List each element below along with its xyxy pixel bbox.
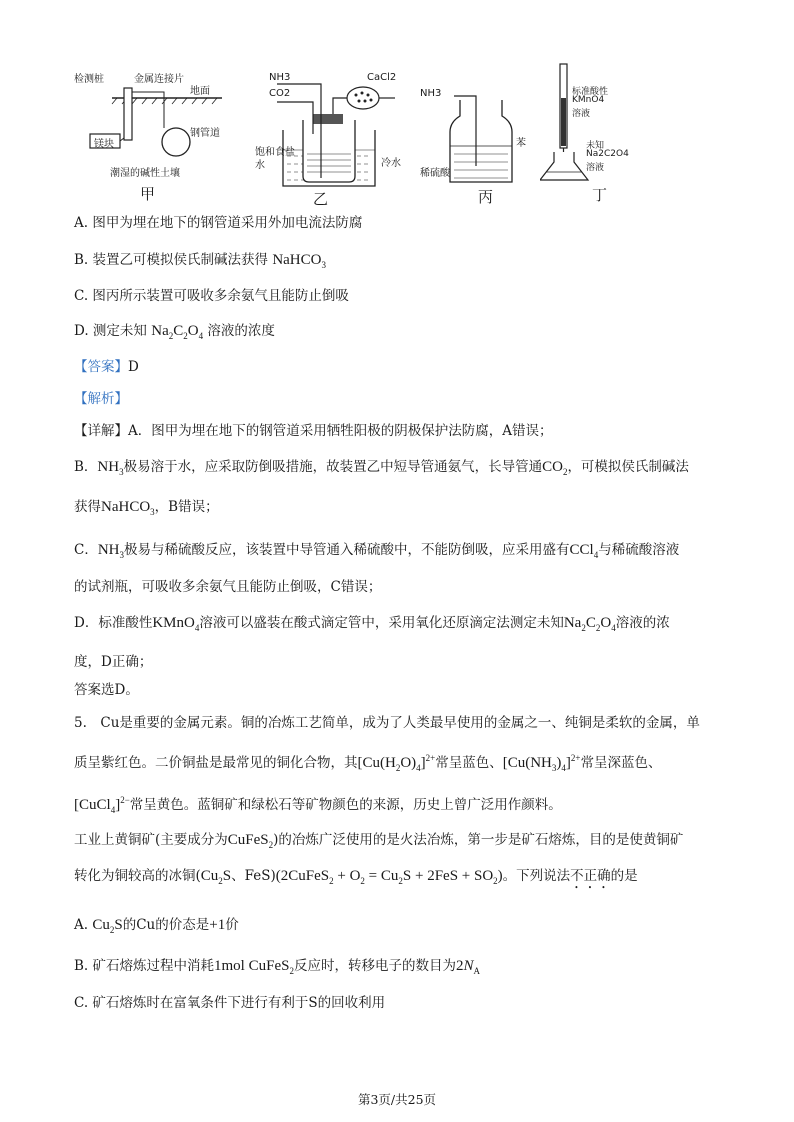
label-kmno4-3: 溶液 <box>572 109 591 119</box>
answer-value: D <box>128 359 139 375</box>
caption-bing: 丙 <box>478 188 494 206</box>
detail-c-2: 的试剂瓶，可吸收多余氨气且能防止倒吸，C错误； <box>74 579 382 595</box>
analysis-tag: 【解析】 <box>74 391 128 407</box>
label-co2-yi: CO2 <box>269 88 291 99</box>
label-kmno4-2: KMnO4 <box>572 95 605 105</box>
answer-tag: 【答案】 <box>74 359 128 375</box>
label-nh3-yi: NH3 <box>269 72 291 83</box>
label-benzene: 苯 <box>516 138 526 149</box>
analysis-line <box>74 389 128 409</box>
label-ground: 地面 <box>190 86 210 97</box>
label-connector: 金属连接片 <box>134 74 184 85</box>
q5-option-c: C. 矿石熔炼时在富氧条件下进行有利于S的回收利用 <box>74 995 386 1011</box>
page-footer: 第3页/共25页 <box>357 1092 437 1107</box>
caption-jia: 甲 <box>140 185 156 203</box>
formula-nahco3: NaHCO$_3$ <box>272 252 326 270</box>
q5-option-b: B. 矿石熔炼过程中消耗1mol CuFeS$_2$反应时，转移电子的数目为$2N_A$ <box>74 958 480 976</box>
label-cacl2: CaCl2 <box>367 72 397 83</box>
caption-ding: 丁 <box>592 186 608 204</box>
label-acid: 稀硫酸 <box>420 168 450 179</box>
label-brine: 饱和食盐水 <box>255 147 295 171</box>
q5-para-2: 质呈紫红色。二价铜盐是最常见的铜化合物，其$[Cu(H_2O)_4]^{2+}$常呈蓝色、$[Cu(NH_3)_4]^{2+}$常呈深蓝色、 <box>74 753 662 773</box>
q5-para-4: 工业上黄铜矿(主要成分为CuFeS$_2$)的冶炼广泛使用的是火法冶炼，第一步是矿石熔炼，目的是使黄铜矿 <box>74 832 684 850</box>
figure-ding <box>540 58 640 204</box>
label-unknown-1: 未知 <box>586 141 605 151</box>
label-block: 镁块 <box>94 139 114 150</box>
option-a: A. 图甲为埋在地下的钢管道采用外加电流法防腐 <box>74 215 363 231</box>
q5-para-1: 5. Cu是重要的金属元素。铜的冶炼工艺简单，成为了人类最早使用的金属之一、纯铜是柔软的金属，单 <box>74 715 700 731</box>
label-unknown-2: Na2C2O4 <box>586 149 629 159</box>
detail-c-1: C．$NH_3$极易与稀硫酸反应，该装置中导管通入稀硫酸中，不能防倒吸，应采用盛有CCl$_4$与稀硫酸溶液 <box>74 542 680 560</box>
figure-jia <box>72 58 222 203</box>
detail-b-1: B．$NH_3$极易溶于水，应采取防倒吸措施，故装置乙中短导管通氨气，长导管通$CO_2$，可模拟侯氏制碱法 <box>74 459 689 477</box>
label-post: 检测桩 <box>74 74 104 85</box>
label-pipe: 钢管道 <box>190 128 220 139</box>
figure-bing <box>420 58 530 206</box>
q5-para-5: 转化为铜较高的冰铜($Cu_2S$、FeS)(2CuFeS$_2$ + $O_2 = Cu_2S + 2FeS + SO_2$)。下列说法不正确的是 <box>74 868 638 886</box>
conclusion: 答案选D。 <box>74 682 139 698</box>
option-c: C. 图丙所示装置可吸收多余氨气且能防止倒吸 <box>74 288 349 304</box>
label-coldwater: 冷水 <box>381 158 401 169</box>
detail-b-2: 获得NaHCO$_3$，B错误； <box>74 499 219 517</box>
formula-na2c2o4: $Na_2C_2O_4$ <box>151 323 204 341</box>
label-kmno4-1: 标准酸性 <box>572 87 609 97</box>
answer-line <box>74 357 139 377</box>
caption-yi: 乙 <box>313 190 329 208</box>
option-d: D. 测定未知 $Na_2C_2O_4$ 溶液的浓度 <box>74 323 275 341</box>
label-unknown-3: 溶液 <box>586 163 605 173</box>
reaction-equation: (2CuFeS$_2$ + $O_2 = Cu_2S + 2FeS + SO_2$) <box>275 868 503 886</box>
q5-para-3: [CuCl$_4$]$^{2-}$常呈黄色。蓝铜矿和绿松石等矿物颜色的来源，历史上曾广泛用作颜料。 <box>74 795 562 815</box>
q5-option-a: A. $Cu_2S$的Cu的价态是+1价 <box>74 917 239 935</box>
detail-a: 【详解】A．图甲为埋在地下的钢管道采用牺牲阳极的阴极保护法防腐，A错误； <box>74 423 553 439</box>
detail-d-2: 度，D正确； <box>74 654 153 670</box>
label-nh3-bing: NH3 <box>420 88 442 99</box>
option-b: B. 装置乙可模拟侯氏制碱法获得 NaHCO$_3$ <box>74 252 326 270</box>
figure-yi <box>255 58 405 208</box>
label-soil: 潮湿的碱性土壤 <box>110 168 180 179</box>
detail-d-1: D．标准酸性KMnO$_4$溶液可以盛装在酸式滴定管中，采用氧化还原滴定法测定未知$Na_2C_2O_4$溶液的浓 <box>74 615 670 633</box>
